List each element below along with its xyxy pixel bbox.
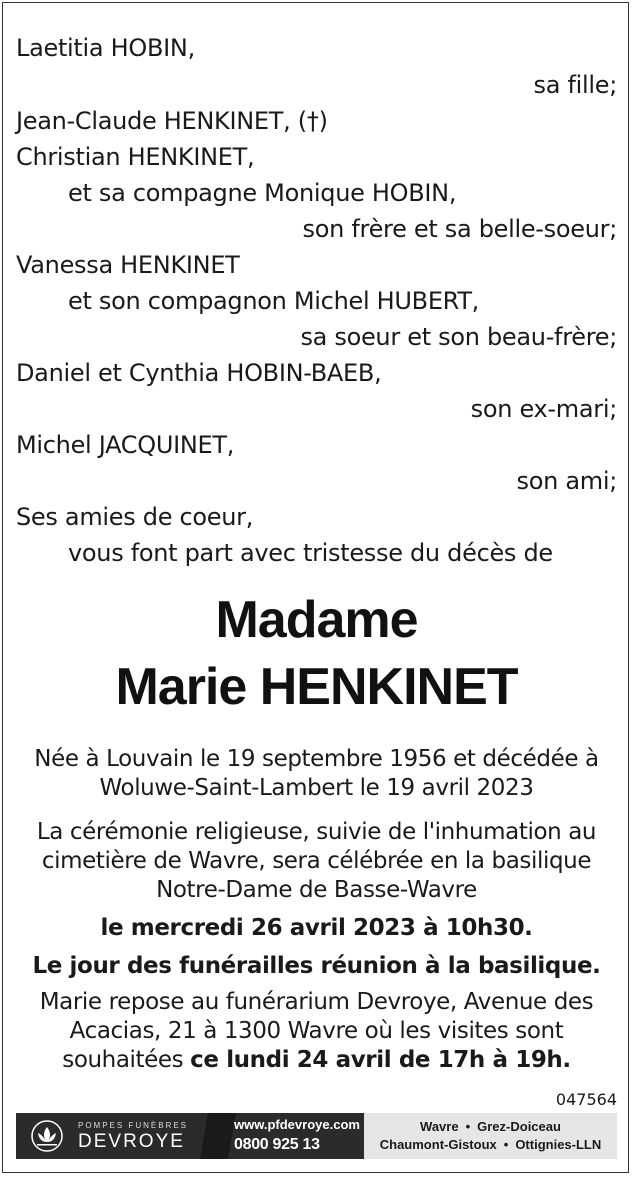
family-relation: sa fille; [533, 71, 617, 99]
phone-number: 0800 925 13 [234, 1136, 320, 1153]
family-relation: sa soeur et son beau-frère; [300, 323, 617, 351]
family-line: et sa compagne Monique HOBIN, [68, 179, 457, 207]
location: Grez-Doiceau [477, 1119, 561, 1134]
locations-row [364, 1119, 617, 1134]
footer-divider [200, 1113, 236, 1159]
family-line: Jean-Claude HENKINET, (†) [16, 107, 328, 135]
rest-line [0, 1046, 633, 1075]
locations-row [364, 1137, 617, 1152]
funeral-home-footer [16, 1113, 617, 1159]
deceased-title: Madame [215, 591, 418, 649]
birth-death-line: Née à Louvain le 19 septembre 1956 et décédée à [34, 746, 599, 772]
ceremony-line: Notre-Dame de Basse-Wavre [156, 877, 477, 903]
family-line: Laetitia HOBIN, [16, 34, 195, 62]
family-line: Christian HENKINET, [16, 143, 255, 171]
brand-name: DEVROYE [78, 1131, 185, 1152]
family-line: Michel JACQUINET, [16, 431, 235, 459]
family-relation: son ex-mari; [470, 395, 617, 423]
rest-line: Acacias, 21 à 1300 Wavre où les visites sont [69, 1018, 564, 1044]
visit-time: ce lundi 24 avril de 17h à 19h. [190, 1047, 571, 1073]
family-relation: son ami; [516, 467, 617, 495]
family-line: Vanessa HENKINET [16, 251, 240, 279]
locations-panel [364, 1113, 617, 1159]
ceremony-date: le mercredi 26 avril 2023 à 10h30. [100, 915, 533, 941]
lotus-logo-icon [30, 1120, 64, 1152]
rest-line: Marie repose au funérarium Devroye, Avenue des [39, 989, 594, 1015]
rest-line-prefix: souhaitées [62, 1047, 191, 1073]
family-line: Ses amies de coeur, [16, 503, 254, 531]
website-link[interactable]: www.pfdevroye.com [234, 1117, 360, 1132]
announcement-line: vous font part avec tristesse du décès de [68, 539, 553, 567]
ceremony-line: La cérémonie religieuse, suivie de l'inhumation au [36, 819, 597, 845]
ceremony-line: cimetière de Wavre, sera célébrée en la basilique [41, 848, 592, 874]
reference-number: 047564 [555, 1090, 617, 1109]
meeting-note: Le jour des funérailles réunion à la basilique. [32, 953, 601, 979]
deceased-name: Marie HENKINET [115, 658, 518, 716]
brand-subtitle: POMPES FUNÈBRES [78, 1121, 189, 1130]
location: Wavre [420, 1119, 459, 1134]
family-line: Daniel et Cynthia HOBIN-BAEB, [16, 359, 382, 387]
bullet-dot: • [503, 1137, 509, 1152]
bullet-dot: • [465, 1119, 471, 1134]
family-relation: son frère et sa belle-soeur; [302, 215, 617, 243]
birth-death-line: Woluwe-Saint-Lambert le 19 avril 2023 [99, 775, 534, 801]
location: Ottignies-LLN [515, 1137, 602, 1152]
family-line: et son compagnon Michel HUBERT, [68, 287, 480, 315]
location: Chaumont-Gistoux [379, 1137, 497, 1152]
